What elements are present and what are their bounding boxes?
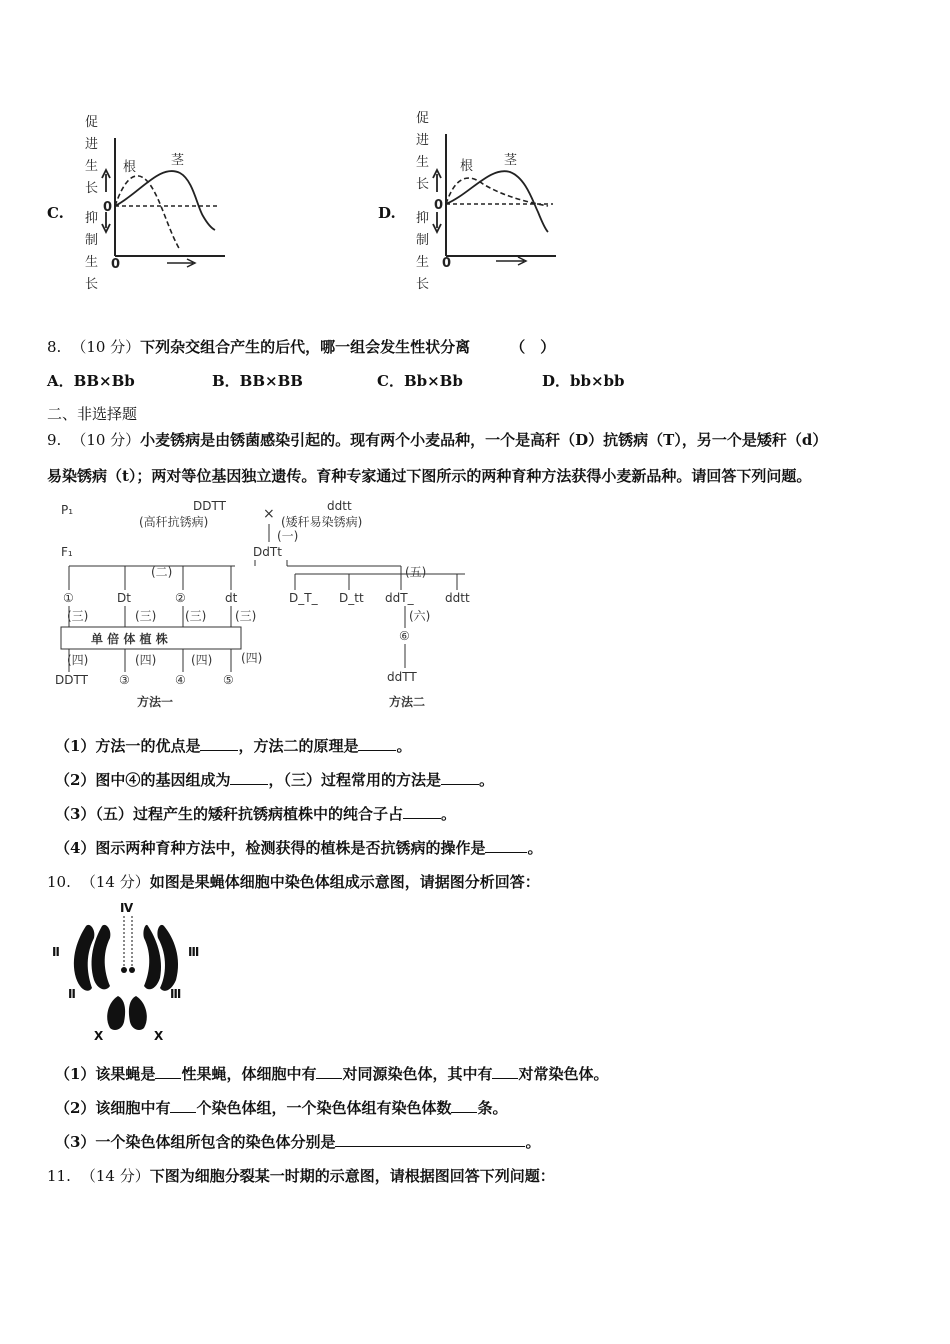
parent2-desc: (矮秆易染锈病) [281,515,363,529]
option-d-label: D. [378,204,396,222]
q10-sub-3: （3）一个染色体组所包含的染色体分别是 。 [55,1133,541,1151]
root-label: 根 [123,160,137,175]
section-heading: 二、非选择题 [47,405,138,423]
result-6: ⑥ [399,629,410,643]
step-4-d: (四) [241,651,263,665]
step-3-c: (三) [185,609,207,623]
step-6: (六) [409,609,431,623]
answer-blank[interactable] [485,838,527,853]
chromosome-iv-b [129,967,135,973]
down-arrow-icon [433,212,441,232]
step-4-b: (四) [135,653,157,667]
label-iii-upper: Ⅲ [188,945,200,959]
y-label-promote-1: 促 [85,115,99,130]
label-iii-lower: Ⅲ [170,987,182,1001]
question-9-line2: 易染锈病（t）；两对等位基因独立遗传。育种专家通过下图所示的两种育种方法获得小麦新品种。请回答下列问题。 [47,467,812,485]
question-stem-line1: 小麦锈病是由锈菌感染引起的。现有两个小麦品种，一个是高秆（D）抗锈病（T），另一个是矮秆（d） [140,431,828,449]
y-label-promote-2: 进 [85,137,99,152]
y-label-inhibit-3: 生 [85,255,99,270]
answer-blank[interactable] [441,770,479,785]
question-number: 8. [47,338,62,356]
question-score: （14 分） [80,873,150,891]
stem-curve [115,171,215,230]
result-4: ④ [175,673,186,687]
result-5: ⑤ [223,673,234,687]
y-label-promote-3: 生 [416,155,430,170]
method-1-label: 方法一 [137,695,174,709]
gamete-dt-upper: Dt [117,591,131,605]
chromosome-figure [48,898,218,1048]
question-8 [47,336,555,357]
down-arrow-icon [102,212,110,232]
stem-label: 茎 [504,153,518,168]
y-label-inhibit-3: 生 [416,255,430,270]
f2-d-tt: D_tt [339,591,364,605]
zero-y: 0 [434,198,444,213]
step-2: (二) [151,565,173,579]
gamete-2: ② [175,591,186,605]
option-c[interactable]: C．Bb×Bb [377,372,463,390]
question-score: （14 分） [80,1167,150,1185]
answer-blank[interactable] [403,804,441,819]
p1-label: P₁ [61,503,74,517]
answer-blank[interactable] [451,1098,477,1113]
q10-sub-2: （2）该细胞中有 个染色体组，一个染色体组有染色体数 条。 [55,1099,508,1117]
question-score: （10 分） [71,338,141,356]
question-stem: 下列杂交组合产生的后代，哪一组会发生性状分离 [140,338,471,356]
graph-c [75,108,235,298]
parent1-desc: (高秆抗锈病) [139,515,209,529]
step-3-d: (三) [235,609,257,623]
stem-label: 茎 [171,153,185,168]
question-stem: 下图为细胞分裂某一时期的示意图，请根据图回答下列问题： [149,1167,555,1185]
step-5: (五) [405,565,427,579]
result-3: ③ [119,673,130,687]
up-arrow-icon [102,170,110,192]
answer-blank[interactable] [492,1064,518,1079]
step-1: (一) [277,529,299,543]
answer-blank[interactable] [358,736,396,751]
chromosome-x-a [107,996,125,1030]
step-3-b: (三) [135,609,157,623]
zero-x: 0 [442,256,452,271]
y-label-inhibit-4: 长 [85,277,99,292]
up-arrow-icon [433,170,441,192]
answer-blank[interactable] [335,1132,525,1147]
option-d[interactable]: D．bb×bb [542,372,625,390]
y-label-inhibit-2: 制 [416,233,430,248]
f2-ddtt: ddtt [445,591,470,605]
q9-sub-2: （2）图中④的基因组成为 ，（三）过程常用的方法是 。 [55,771,494,789]
f1-genotype: DdTt [253,545,282,559]
f2-d-t: D_T_ [289,591,318,605]
y-label-inhibit-1: 抑 [85,211,99,226]
question-9-line1 [47,429,827,450]
chromosome-iii-b [157,925,178,991]
answer-blank[interactable] [200,736,238,751]
chromosome-iv-a [121,967,127,973]
question-10 [47,871,540,892]
question-stem: 如图是果蝇体细胞中染色体组成示意图，请据图分析回答： [149,873,540,891]
q9-sub-4: （4）图示两种育种方法中，检测获得的植株是否抗锈病的操作是 。 [55,839,543,857]
y-label-promote-4: 长 [85,181,99,196]
parent2-genotype: ddtt [327,499,352,513]
q9-sub-1: （1）方法一的优点是 ，方法二的原理是 。 [55,737,412,755]
chromosome-ii-a [74,925,94,991]
question-number: 11. [47,1167,71,1185]
chromosome-x-b [129,996,147,1030]
label-ii-lower: Ⅱ [68,987,76,1001]
gamete-1: ① [63,591,74,605]
answer-paren: （ ） [510,338,556,356]
f1-label: F₁ [61,545,73,559]
label-x-left: X [94,1029,104,1043]
haploid-plant: 单 倍 体 植 株 [91,632,168,646]
zero-x: 0 [111,257,121,272]
label-iv: Ⅳ [120,901,134,915]
question-number: 9. [47,431,62,449]
zero-y: 0 [103,200,113,215]
root-label: 根 [460,159,474,174]
final-ddtt: ddTT [387,670,417,684]
question-number: 10. [47,873,71,891]
y-label-inhibit-1: 抑 [416,211,430,226]
option-b[interactable]: B．BB×BB [212,372,303,390]
y-label-promote-2: 进 [416,133,430,148]
step-4-c: (四) [191,653,213,667]
parent1-genotype: DDTT [193,499,226,513]
y-label-inhibit-2: 制 [85,233,99,248]
option-a[interactable]: A．BB×Bb [47,372,135,390]
answer-blank[interactable] [170,1098,196,1113]
question-11 [47,1165,555,1186]
method-2-label: 方法二 [389,695,426,709]
option-c-label: C. [47,204,64,222]
label-x-right: X [154,1029,164,1043]
cross-symbol: × [263,506,275,522]
step-4-a: (四) [67,653,89,667]
answer-blank[interactable] [316,1064,342,1079]
step-3-a: (三) [67,609,89,623]
answer-blank[interactable] [155,1064,181,1079]
q9-sub-3: （3）（五）过程产生的矮秆抗锈病植株中的纯合子占 。 [55,805,456,823]
breeding-diagram [55,496,485,712]
y-label-promote-3: 生 [85,159,99,174]
gamete-dt-lower: dt [225,591,238,605]
answer-blank[interactable] [230,770,268,785]
right-arrow-icon [167,259,195,267]
y-label-inhibit-4: 长 [416,277,430,292]
graph-d [408,104,568,298]
q10-sub-1: （1）该果蝇是 性果蝇，体细胞中有 对同源染色体，其中有 对常染色体。 [55,1065,609,1083]
y-label-promote-1: 促 [416,111,430,126]
f2-dd-t: ddT_ [385,591,414,605]
right-arrow-icon [496,257,526,265]
question-score: （10 分） [71,431,141,449]
root-curve [115,176,180,250]
result-ddtt: DDTT [55,673,88,687]
label-ii-upper: Ⅱ [52,945,60,959]
y-label-promote-4: 长 [416,177,430,192]
